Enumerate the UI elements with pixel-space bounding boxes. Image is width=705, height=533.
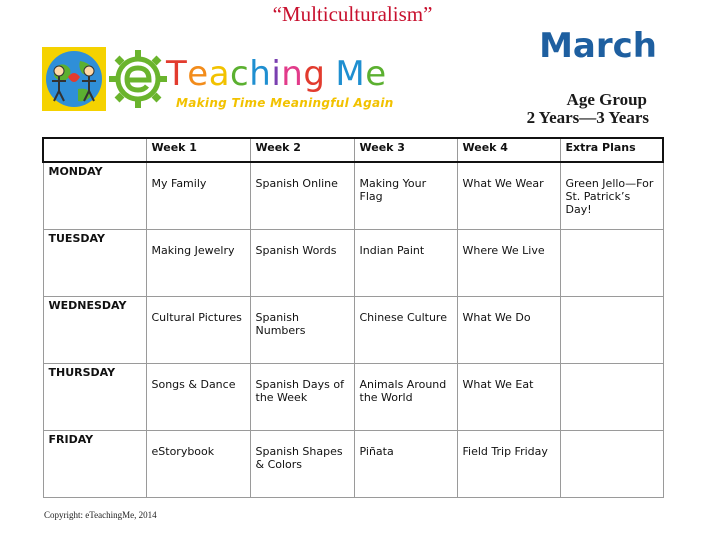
- activity-cell: Making Jewelry: [146, 229, 250, 296]
- gear-e-logo-icon: [107, 48, 169, 110]
- activity-cell: Animals Around the World: [354, 363, 457, 430]
- copyright-notice: Copyright: eTeachingMe, 2014: [44, 510, 157, 520]
- brand-letter: e: [365, 54, 387, 94]
- activity-cell: [560, 363, 663, 430]
- table-row: [43, 363, 663, 430]
- brand-wordmark: [166, 54, 387, 94]
- activity-cell: Green Jello—For St. Patrick’s Day!: [560, 162, 663, 229]
- table-row: [43, 162, 663, 229]
- day-label: FRIDAY: [43, 430, 146, 497]
- brand-letter: h: [249, 54, 272, 94]
- column-header: Week 1: [146, 138, 250, 162]
- activity-cell: Spanish Shapes & Colors: [250, 430, 354, 497]
- table-body: [43, 162, 663, 497]
- activity-cell: [560, 229, 663, 296]
- theme-title: “Multiculturalism”: [272, 2, 433, 26]
- brand-letter: n: [281, 54, 304, 94]
- day-label: TUESDAY: [43, 229, 146, 296]
- activity-cell: eStorybook: [146, 430, 250, 497]
- brand-tagline: Making Time Meaningful Again: [176, 96, 394, 110]
- age-range: 2 Years—3 Years: [526, 108, 649, 127]
- activity-cell: What We Wear: [457, 162, 560, 229]
- activity-cell: What We Eat: [457, 363, 560, 430]
- brand-letter: M: [335, 54, 366, 94]
- activity-cell: Cultural Pictures: [146, 296, 250, 363]
- column-header: Week 2: [250, 138, 354, 162]
- activity-cell: Spanish Online: [250, 162, 354, 229]
- column-header: Week 3: [354, 138, 457, 162]
- activity-cell: Songs & Dance: [146, 363, 250, 430]
- brand-letter: i: [271, 54, 282, 94]
- brand-letter: g: [303, 54, 326, 94]
- activity-cell: My Family: [146, 162, 250, 229]
- table-row: [43, 296, 663, 363]
- activity-cell: [560, 296, 663, 363]
- table-row: [43, 229, 663, 296]
- brand-letter: c: [230, 54, 250, 94]
- activity-cell: Where We Live: [457, 229, 560, 296]
- day-label: MONDAY: [43, 162, 146, 229]
- activity-cell: Making Your Flag: [354, 162, 457, 229]
- table-row: [43, 430, 663, 497]
- day-label: THURSDAY: [43, 363, 146, 430]
- brand-letter: T: [166, 54, 188, 94]
- brand-letter: a: [208, 54, 231, 94]
- activity-cell: Piñata: [354, 430, 457, 497]
- corner-header-cell: [43, 138, 146, 162]
- activity-cell: [560, 430, 663, 497]
- activity-cell: What We Do: [457, 296, 560, 363]
- day-label: WEDNESDAY: [43, 296, 146, 363]
- month-title: March: [539, 26, 657, 66]
- activity-cell: Spanish Numbers: [250, 296, 354, 363]
- table-header-row: [43, 138, 663, 162]
- activity-cell: Indian Paint: [354, 229, 457, 296]
- globe-kids-logo-icon: [42, 47, 106, 111]
- lesson-plan-table: [42, 137, 664, 498]
- activity-cell: Field Trip Friday: [457, 430, 560, 497]
- column-header: Week 4: [457, 138, 560, 162]
- age-group-label: Age Group: [566, 90, 647, 109]
- activity-cell: Spanish Words: [250, 229, 354, 296]
- column-header: Extra Plans: [560, 138, 663, 162]
- activity-cell: Spanish Days of the Week: [250, 363, 354, 430]
- activity-cell: Chinese Culture: [354, 296, 457, 363]
- brand-letter: e: [187, 54, 209, 94]
